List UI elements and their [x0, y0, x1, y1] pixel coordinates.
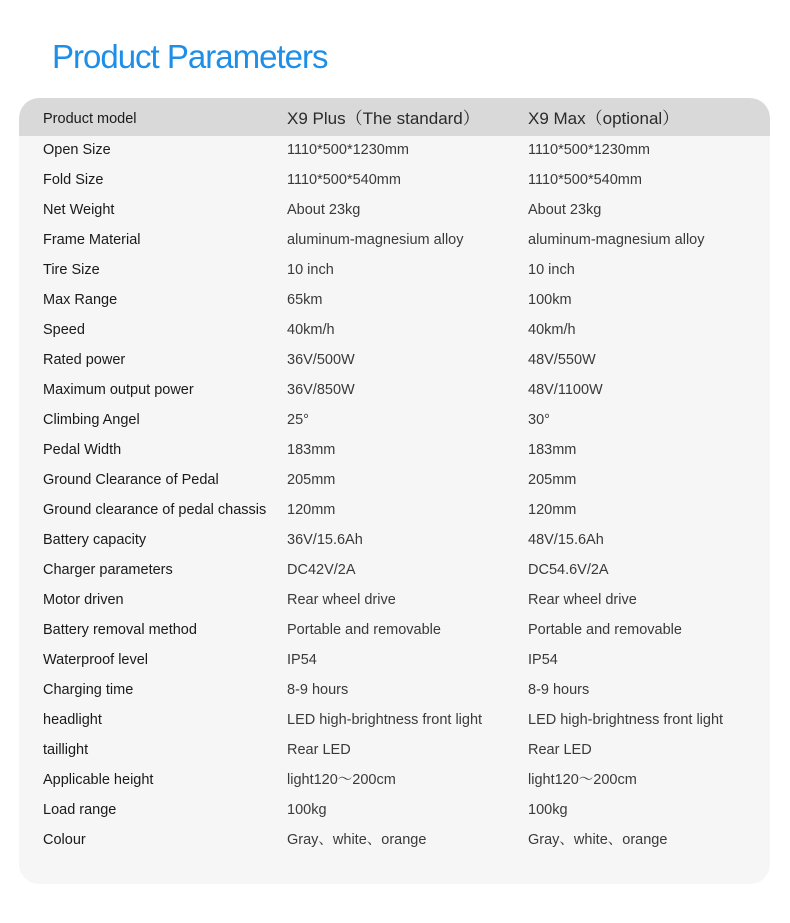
row-label: Fold Size [43, 172, 104, 188]
table-row [19, 255, 770, 285]
row-label: Applicable height [43, 772, 154, 788]
table-row [19, 165, 770, 195]
table-row [19, 375, 770, 405]
row-value-x9-plus: 36V/15.6Ah [287, 532, 363, 548]
row-label: Climbing Angel [43, 412, 140, 428]
row-value-x9-plus: DC42V/2A [287, 562, 356, 578]
table-row [19, 705, 770, 735]
row-label: Rated power [43, 352, 126, 368]
row-value-x9-plus: Gray、white、orange [287, 832, 427, 848]
row-value-x9-plus: aluminum-magnesium alloy [287, 232, 464, 248]
row-label: Maximum output power [43, 382, 194, 398]
page-title: Product Parameters [52, 38, 328, 75]
row-value-x9-max: 1110*500*1230mm [528, 142, 650, 158]
row-value-x9-max: LED high-brightness front light [528, 712, 724, 728]
row-value-x9-plus: 10 inch [287, 262, 334, 278]
row-value-x9-max: 48V/550W [528, 352, 596, 368]
row-value-x9-plus: 65km [287, 292, 323, 308]
row-value-x9-plus: 205mm [287, 472, 336, 488]
header-label: Product model [43, 111, 137, 127]
row-label: Open Size [43, 142, 111, 158]
row-label: headlight [43, 712, 102, 728]
table-row [19, 285, 770, 315]
row-label: Charging time [43, 682, 134, 698]
row-value-x9-max: 183mm [528, 442, 577, 458]
table-row [19, 645, 770, 675]
row-value-x9-max: 1110*500*540mm [528, 172, 642, 188]
table-row [19, 795, 770, 825]
row-value-x9-max: 100km [528, 292, 572, 308]
table-row [19, 585, 770, 615]
row-value-x9-max: 100kg [528, 802, 568, 818]
row-label: Battery capacity [43, 532, 147, 548]
row-label: Ground Clearance of Pedal [43, 472, 219, 488]
row-value-x9-plus: 40km/h [287, 322, 335, 338]
row-value-x9-plus: 1110*500*1230mm [287, 142, 409, 158]
row-value-x9-plus: light120～200cm [287, 772, 396, 788]
row-label: Waterproof level [43, 652, 149, 668]
table-row [19, 765, 770, 795]
row-value-x9-max: Gray、white、orange [528, 832, 668, 848]
row-value-x9-max: About 23kg [528, 202, 602, 218]
header-x9-plus: X9 Plus（The standard） [287, 109, 480, 128]
table-row [19, 615, 770, 645]
row-value-x9-plus: 36V/500W [287, 352, 355, 368]
row-value-x9-max: Rear LED [528, 742, 592, 758]
row-label: Speed [43, 322, 85, 338]
row-value-x9-max: Portable and removable [528, 622, 682, 638]
row-value-x9-max: 40km/h [528, 322, 576, 338]
table-row [19, 435, 770, 465]
row-value-x9-plus: LED high-brightness front light [287, 712, 483, 728]
row-value-x9-plus: 183mm [287, 442, 336, 458]
table-row [19, 225, 770, 255]
row-value-x9-plus: 25° [287, 412, 309, 428]
table-row [19, 555, 770, 585]
row-value-x9-max: 8-9 hours [528, 682, 590, 698]
row-value-x9-max: 10 inch [528, 262, 575, 278]
row-value-x9-max: 48V/15.6Ah [528, 532, 604, 548]
row-value-x9-max: 48V/1100W [528, 382, 603, 398]
table-row [19, 135, 770, 165]
row-value-x9-max: 30° [528, 412, 550, 428]
row-value-x9-plus: 8-9 hours [287, 682, 349, 698]
table-row [19, 465, 770, 495]
table-header-row [19, 98, 770, 128]
row-value-x9-max: aluminum-magnesium alloy [528, 232, 705, 248]
row-value-x9-plus: 1110*500*540mm [287, 172, 401, 188]
row-label: Motor driven [43, 592, 124, 608]
row-label: Tire Size [43, 262, 100, 278]
row-label: Pedal Width [43, 442, 122, 458]
row-value-x9-max: IP54 [528, 652, 558, 668]
row-label: Charger parameters [43, 562, 173, 578]
table-row [19, 735, 770, 765]
row-label: Colour [43, 832, 86, 848]
table-row [19, 195, 770, 225]
table-row [19, 405, 770, 435]
table-row [19, 315, 770, 345]
row-label: Max Range [43, 292, 118, 308]
table-row [19, 675, 770, 705]
row-value-x9-plus: IP54 [287, 652, 317, 668]
row-value-x9-max: 205mm [528, 472, 577, 488]
row-label: taillight [43, 742, 89, 758]
row-label: Net Weight [43, 202, 115, 218]
row-label: Load range [43, 802, 117, 818]
header-x9-max: X9 Max（optional） [528, 109, 680, 128]
row-value-x9-plus: Portable and removable [287, 622, 441, 638]
table-row [19, 495, 770, 525]
row-label: Frame Material [43, 232, 141, 248]
row-label: Ground clearance of pedal chassis [43, 502, 267, 518]
table-row [19, 525, 770, 555]
row-value-x9-plus: 36V/850W [287, 382, 355, 398]
row-value-x9-max: Rear wheel drive [528, 592, 637, 608]
row-value-x9-max: 120mm [528, 502, 577, 518]
row-value-x9-plus: 100kg [287, 802, 327, 818]
row-value-x9-plus: Rear wheel drive [287, 592, 396, 608]
row-label: Battery removal method [43, 622, 197, 638]
table-row [19, 345, 770, 375]
row-value-x9-max: DC54.6V/2A [528, 562, 609, 578]
row-value-x9-plus: Rear LED [287, 742, 351, 758]
parameters-table [19, 98, 770, 884]
row-value-x9-max: light120～200cm [528, 772, 637, 788]
row-value-x9-plus: 120mm [287, 502, 336, 518]
row-value-x9-plus: About 23kg [287, 202, 361, 218]
table-row [19, 825, 770, 855]
